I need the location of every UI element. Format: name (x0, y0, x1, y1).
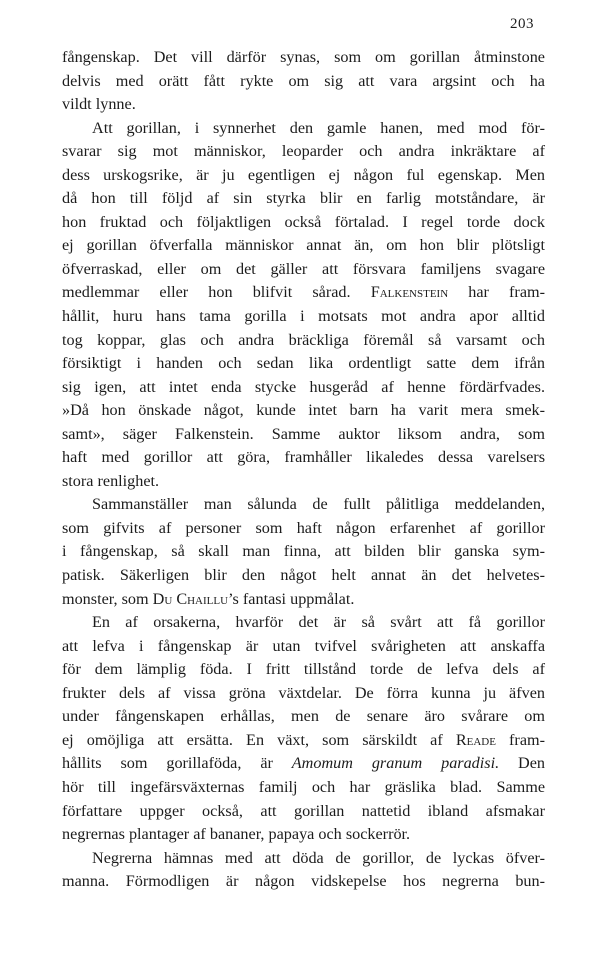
text-segment: ej gorillan öfverfalla människor annat än, om hon blir plötsligt (62, 236, 545, 255)
paragraph (62, 847, 545, 894)
text-segment: manna. Förmodligen är någon vidskepelse hos negrerna bun- (62, 872, 545, 891)
text-segment: att lefva i fångenskap är utan tvifvel svårigheten att anskaffa (62, 636, 545, 655)
text-line (62, 470, 545, 494)
text-line (62, 446, 545, 470)
text-segment: öfverraskad, eller om det gäller att försvara familjens svagare (62, 259, 545, 278)
text-line (62, 281, 545, 305)
text-line (62, 870, 545, 894)
text-segment: samt», säger Falkenstein. Samme auktor liksom andra, som (62, 424, 545, 443)
text-segment: Den (499, 754, 545, 773)
author-name: Du Chaillu (152, 589, 229, 608)
text-line (62, 493, 545, 517)
text-line (62, 70, 545, 94)
text-line (62, 352, 545, 376)
text-line (62, 423, 545, 447)
text-line (62, 258, 545, 282)
text-line (62, 376, 545, 400)
latin-name: Amomum granum paradisi. (291, 754, 500, 773)
text-line (62, 635, 545, 659)
text-segment: medlemmar eller hon blifvit sårad. (62, 283, 371, 302)
text-segment: hållits som gorillaföda, är (62, 754, 292, 773)
text-segment: fångenskap. Det vill därför synas, som om gorillan åtminstone (62, 48, 545, 66)
text-line (62, 658, 545, 682)
text-segment: »Då hon önskade något, kunde intet barn ha varit mera smek- (62, 401, 545, 420)
text-line (62, 117, 545, 141)
text-segment: frukter dels af vissa gröna växtdelar. De förra kunna ju äfven (62, 683, 545, 702)
text-segment: sig igen, att intet enda stycke husgeråd af henne fördärfvades. (62, 377, 545, 396)
text-segment: negrernas plantager af bananer, papaya och sockerrör. (62, 825, 411, 844)
text-line (62, 823, 545, 847)
text-line (62, 800, 545, 824)
text-segment: ’s fantasi uppmålat. (228, 589, 355, 608)
text-segment: hon fruktad och följaktligen också förtalad. I regel torde dock (62, 212, 545, 231)
text-segment: dess urskogsrike, är ju egentligen ej någon ful egenskap. Men (62, 165, 545, 184)
text-segment: författare uppger också, att gorillan nattetid ibland afsmakar (62, 801, 545, 820)
text-segment: monster, som (62, 589, 153, 608)
text-line (62, 140, 545, 164)
text-segment: då hon till följd af sin styrka blir en farlig motståndare, är (62, 189, 545, 208)
text-segment: för dem lämplig föda. I fritt tillstånd torde de lefva dels af (62, 660, 545, 679)
text-segment: En af orsakerna, hvarför det är så svårt att få gorillor (92, 613, 545, 632)
text-line (62, 46, 545, 70)
text-line (62, 211, 545, 235)
text-segment: försiktigt i handen och sedan lika ordentligt satte dem ifrån (62, 354, 545, 373)
text-segment: ej omöjliga att ersätta. En växt, som särskildt af (62, 730, 456, 749)
text-segment: hållit, huru hans tama gorilla i motsats mot andra apor alltid (62, 307, 545, 326)
author-name: Reade (455, 730, 496, 749)
text-line (62, 588, 545, 612)
text-segment: delvis med orätt fått rykte om sig att vara argsint och ha (62, 71, 545, 90)
text-line (62, 517, 545, 541)
text-line (62, 305, 545, 329)
text-line (62, 399, 545, 423)
text-segment: patisk. Säkerligen blir den något helt annat än det helvetes- (62, 566, 545, 585)
text-line (62, 164, 545, 188)
text-line (62, 564, 545, 588)
text-segment: Att gorillan, i synnerhet den gamle hanen, med mod för- (92, 118, 545, 137)
text-line (62, 847, 545, 871)
text-line (62, 776, 545, 800)
text-line (62, 611, 545, 635)
text-segment: har fram- (448, 283, 545, 302)
text-segment: fram- (495, 730, 545, 749)
text-line (62, 752, 545, 776)
text-line (62, 729, 545, 753)
text-line (62, 705, 545, 729)
text-segment: svarar sig mot människor, leoparder och andra inkräktare af (62, 142, 545, 161)
paragraph (62, 117, 545, 494)
text-segment: vildt lynne. (62, 95, 136, 114)
paragraph (62, 493, 545, 611)
paragraph (62, 611, 545, 846)
text-segment: Sammanställer man sålunda de fullt pålitliga meddelanden, (92, 495, 545, 514)
text-segment: tog koppar, glas och andra bräckliga föremål så varsamt och (62, 330, 545, 349)
text-segment: stora renlighet. (62, 471, 160, 490)
text-segment: hör till ingefärsväxternas familj och har gräslika blad. Samme (62, 777, 545, 796)
text-line (62, 187, 545, 211)
body-text (62, 46, 545, 894)
text-segment: haft med gorillor att göra, framhåller likaledes dessa varelsers (62, 448, 545, 467)
text-line (62, 93, 545, 117)
text-segment: under fångenskapen erhållas, men de senare äro svårare om (62, 707, 545, 726)
text-line (62, 682, 545, 706)
text-line (62, 234, 545, 258)
text-segment: som gifvits af personer som haft någon erfarenhet af gorillor (62, 518, 545, 537)
text-segment: Negrerna hämnas med att döda de gorillor, de lyckas öfver- (92, 848, 545, 867)
text-line (62, 540, 545, 564)
page-number: 203 (510, 16, 534, 32)
paragraph (62, 46, 545, 117)
text-line (62, 329, 545, 353)
text-segment: i fångenskap, så skall man finna, att bilden blir ganska sym- (62, 542, 545, 561)
author-name: Falkenstein (370, 283, 449, 302)
